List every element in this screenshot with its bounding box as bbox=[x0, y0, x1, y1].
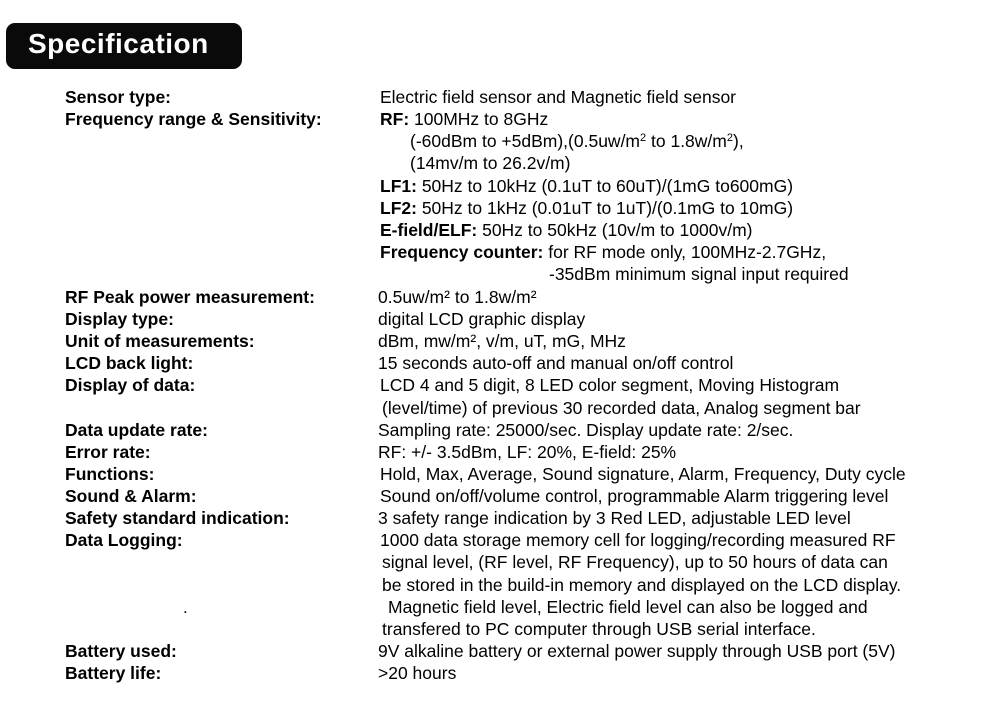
value-data-logging-line2: signal level, (RF level, RF Frequency), up to 50 hours of data can bbox=[382, 552, 888, 572]
label-sound-alarm: Sound & Alarm: bbox=[65, 486, 197, 506]
value-data-logging-line3: be stored in the build-in memory and displayed on the LCD display. bbox=[382, 575, 902, 595]
label-display-of-data: Display of data: bbox=[65, 375, 196, 395]
lf2-key: LF2: bbox=[380, 198, 417, 218]
rf-key: RF: bbox=[380, 109, 410, 129]
freq-counter-range: for RF mode only, 100MHz-2.7GHz, bbox=[543, 242, 827, 262]
value-unit-of-measurements: dBm, mw/m², v/m, uT, mG, MHz bbox=[378, 331, 626, 351]
label-battery-used: Battery used: bbox=[65, 641, 177, 661]
label-display-type: Display type: bbox=[65, 309, 174, 329]
section-title: Specification bbox=[28, 28, 209, 59]
value-data-logging-line1: 1000 data storage memory cell for logging/recording measured RF bbox=[380, 530, 896, 550]
stray-dot: . bbox=[183, 598, 188, 617]
value-rf-peak-power: 0.5uw/m² to 1.8w/m² bbox=[378, 287, 537, 307]
label-error-rate: Error rate: bbox=[65, 442, 151, 462]
label-rf-peak-power: RF Peak power measurement: bbox=[65, 287, 315, 307]
label-data-update-rate: Data update rate: bbox=[65, 420, 208, 440]
rf-sensitivity-b: to 1.8w/m bbox=[646, 131, 727, 151]
superscript-2: 2 bbox=[726, 132, 733, 144]
value-rf-line2 bbox=[410, 131, 744, 151]
label-functions: Functions: bbox=[65, 464, 155, 484]
value-battery-life: >20 hours bbox=[378, 663, 457, 683]
efield-key: E-field/ELF: bbox=[380, 220, 478, 240]
value-functions: Hold, Max, Average, Sound signature, Alarm, Frequency, Duty cycle bbox=[380, 464, 906, 484]
rf-sensitivity-c: ), bbox=[733, 131, 744, 151]
lf1-key: LF1: bbox=[380, 176, 417, 196]
rf-sensitivity-a: (-60dBm to +5dBm),(0.5uw/m bbox=[410, 131, 641, 151]
value-freq-counter-line2: -35dBm minimum signal input required bbox=[549, 264, 849, 284]
value-safety-standard: 3 safety range indication by 3 Red LED, adjustable LED level bbox=[378, 508, 851, 528]
value-display-type: digital LCD graphic display bbox=[378, 309, 586, 329]
label-data-logging: Data Logging: bbox=[65, 530, 183, 550]
label-sensor-type: Sensor type: bbox=[65, 87, 171, 107]
efield-range: 50Hz to 50kHz (10v/m to 1000v/m) bbox=[477, 220, 753, 240]
value-data-logging-line4: Magnetic field level, Electric field level can also be logged and bbox=[388, 597, 868, 617]
value-lcd-back-light: 15 seconds auto-off and manual on/off control bbox=[378, 353, 734, 373]
value-lf1 bbox=[380, 176, 793, 196]
freq-counter-key: Frequency counter: bbox=[380, 242, 544, 262]
label-battery-life: Battery life: bbox=[65, 663, 162, 683]
label-lcd-back-light: LCD back light: bbox=[65, 353, 194, 373]
value-battery-used: 9V alkaline battery or external power supply through USB port (5V) bbox=[378, 641, 896, 661]
value-error-rate: RF: +/- 3.5dBm, LF: 20%, E-field: 25% bbox=[378, 442, 677, 462]
value-efield bbox=[380, 220, 752, 240]
label-frequency-range: Frequency range & Sensitivity: bbox=[65, 109, 322, 129]
value-data-logging-line5: transfered to PC computer through USB serial interface. bbox=[382, 619, 816, 639]
lf1-range: 50Hz to 10kHz (0.1uT to 60uT)/(1mG to600mG) bbox=[416, 176, 794, 196]
label-unit-of-measurements: Unit of measurements: bbox=[65, 331, 255, 351]
superscript-2: 2 bbox=[640, 132, 647, 144]
value-lf2 bbox=[380, 198, 793, 218]
rf-range: 100MHz to 8GHz bbox=[409, 109, 549, 129]
value-freq-counter bbox=[380, 242, 826, 262]
label-safety-standard: Safety standard indication: bbox=[65, 508, 290, 528]
value-data-update-rate: Sampling rate: 25000/sec. Display update rate: 2/sec. bbox=[378, 420, 794, 440]
value-sound-alarm: Sound on/off/volume control, programmable Alarm triggering level bbox=[380, 486, 889, 506]
lf2-range: 50Hz to 1kHz (0.01uT to 1uT)/(0.1mG to 10mG) bbox=[416, 198, 794, 218]
value-display-of-data-line2: (level/time) of previous 30 recorded data, Analog segment bar bbox=[382, 398, 861, 418]
value-rf-line3: (14mv/m to 26.2v/m) bbox=[410, 153, 571, 173]
value-sensor-type: Electric field sensor and Magnetic field sensor bbox=[380, 87, 737, 107]
value-display-of-data: LCD 4 and 5 digit, 8 LED color segment, Moving Histogram bbox=[380, 375, 840, 395]
value-rf-line1 bbox=[380, 109, 548, 129]
section-title-badge bbox=[6, 23, 242, 69]
